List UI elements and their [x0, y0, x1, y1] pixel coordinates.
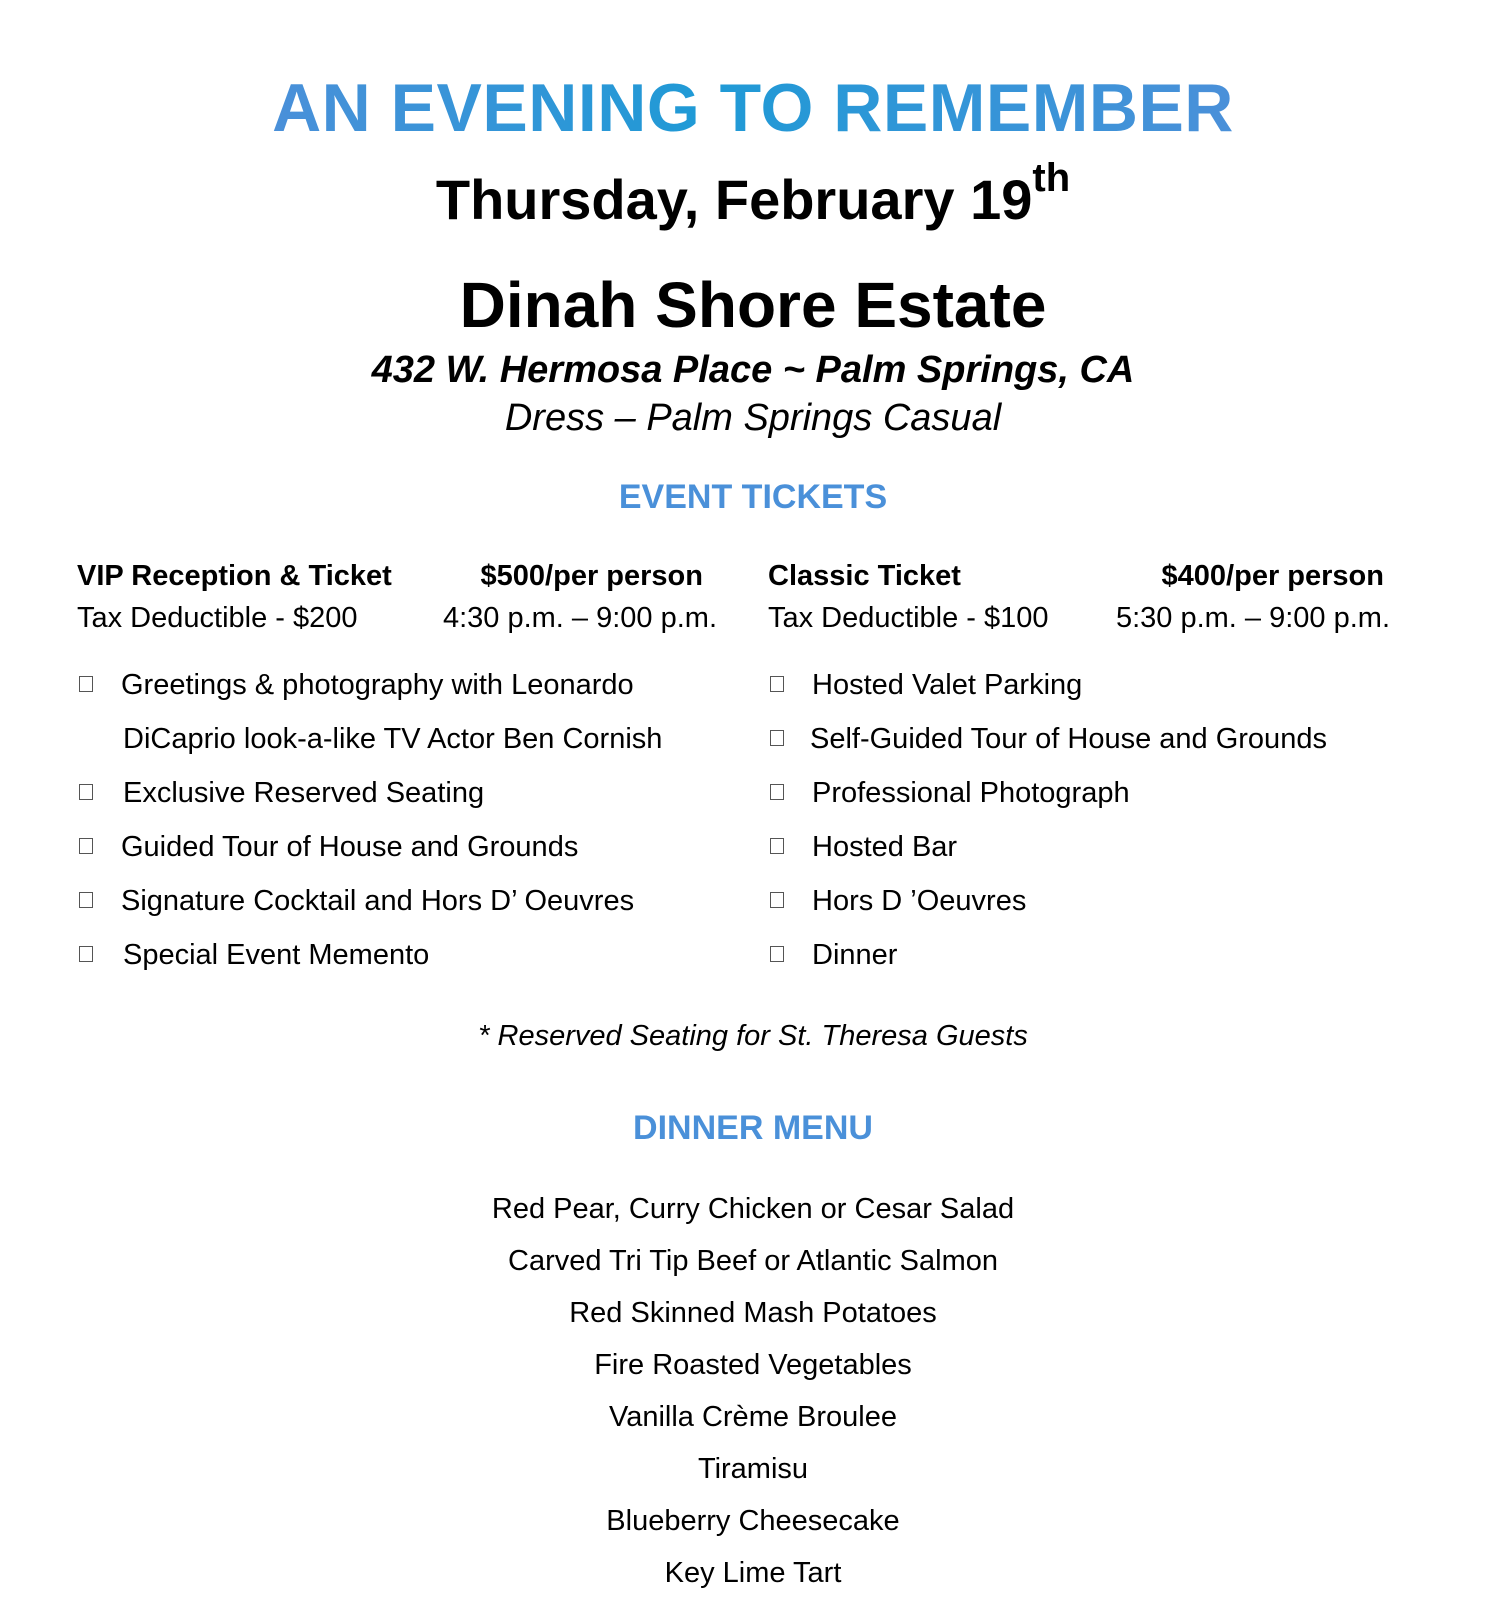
classic-ticket-price: $400/per person [1161, 560, 1384, 592]
checkbox-icon [79, 676, 93, 692]
list-item [768, 665, 1448, 719]
checkbox-icon [79, 946, 93, 962]
benefit-text: Special Event Memento [123, 939, 430, 971]
main-title-text: AN EVENING TO REMEMBER [272, 70, 1234, 146]
benefit-text: Hors D ’Oeuvres [812, 885, 1027, 917]
dinner-menu-heading: DINNER MENU [633, 1109, 873, 1147]
vip-ticket-info [77, 555, 727, 639]
list-item [768, 881, 1448, 935]
checkbox-icon [770, 730, 784, 746]
event-date [0, 156, 1506, 235]
list-item [77, 773, 737, 827]
benefit-text: Exclusive Reserved Seating [123, 777, 485, 809]
main-title [0, 68, 1506, 148]
benefit-text: Hosted Bar [812, 831, 958, 863]
classic-tax-deductible: Tax Deductible - $100 [768, 602, 1049, 634]
benefit-text: Professional Photograph [812, 777, 1130, 809]
checkbox-icon [79, 838, 93, 854]
list-item [77, 935, 737, 989]
vip-time: 4:30 p.m. – 9:00 p.m. [442, 602, 717, 634]
event-date-text: Thursday, February 19 [435, 168, 1033, 231]
list-item [77, 665, 737, 719]
benefit-text: Guided Tour of House and Grounds [121, 831, 579, 863]
benefit-text: Greetings & photography with Leonardo [121, 669, 634, 701]
checkbox-icon [79, 892, 93, 908]
menu-item: Vanilla Crème Broulee [609, 1401, 897, 1433]
menu-item: Tiramisu [697, 1453, 809, 1485]
venue-address: 432 W. Hermosa Place ~ Palm Springs, CA [371, 349, 1135, 391]
menu-item: Red Skinned Mash Potatoes [569, 1297, 937, 1329]
list-item [768, 719, 1448, 773]
classic-ticket-info [768, 555, 1428, 639]
vip-ticket-price: $500/per person [480, 560, 703, 592]
checkbox-icon [770, 676, 784, 692]
classic-time: 5:30 p.m. – 9:00 p.m. [1115, 602, 1390, 634]
checkbox-icon [770, 784, 784, 800]
dinner-menu-list [0, 1189, 1506, 1605]
benefit-text: Self-Guided Tour of House and Grounds [810, 723, 1327, 755]
classic-benefits-list [768, 665, 1448, 989]
menu-item: Carved Tri Tip Beef or Atlantic Salmon [508, 1245, 998, 1277]
vip-benefits-list [77, 665, 737, 989]
list-item [77, 827, 737, 881]
list-item [77, 881, 737, 935]
reserved-seating-note: * Reserved Seating for St. Theresa Guests [478, 1020, 1028, 1052]
menu-item: Key Lime Tart [664, 1557, 842, 1589]
list-item [77, 719, 737, 773]
menu-item: Red Pear, Curry Chicken or Cesar Salad [491, 1193, 1015, 1225]
dress-code: Dress – Palm Springs Casual [504, 397, 1002, 439]
checkbox-icon [770, 892, 784, 908]
list-item [768, 935, 1448, 989]
menu-item: Fire Roasted Vegetables [594, 1349, 912, 1381]
event-tickets-heading: EVENT TICKETS [618, 478, 888, 516]
classic-ticket-name: Classic Ticket [768, 560, 961, 592]
list-item [768, 773, 1448, 827]
vip-tax-deductible: Tax Deductible - $200 [77, 602, 358, 634]
event-date-suffix: th [1032, 156, 1071, 201]
benefit-text: Dinner [812, 939, 898, 971]
vip-ticket-name: VIP Reception & Ticket [77, 560, 392, 592]
venue-name: Dinah Shore Estate [459, 269, 1047, 341]
menu-item: Blueberry Cheesecake [606, 1505, 900, 1537]
list-item [768, 827, 1448, 881]
checkbox-icon [770, 838, 784, 854]
checkbox-icon [770, 946, 784, 962]
checkbox-icon [79, 784, 93, 800]
benefit-text: DiCaprio look-a-like TV Actor Ben Cornish [123, 723, 663, 755]
benefit-text: Signature Cocktail and Hors D’ Oeuvres [121, 885, 635, 917]
benefit-text: Hosted Valet Parking [812, 669, 1083, 701]
